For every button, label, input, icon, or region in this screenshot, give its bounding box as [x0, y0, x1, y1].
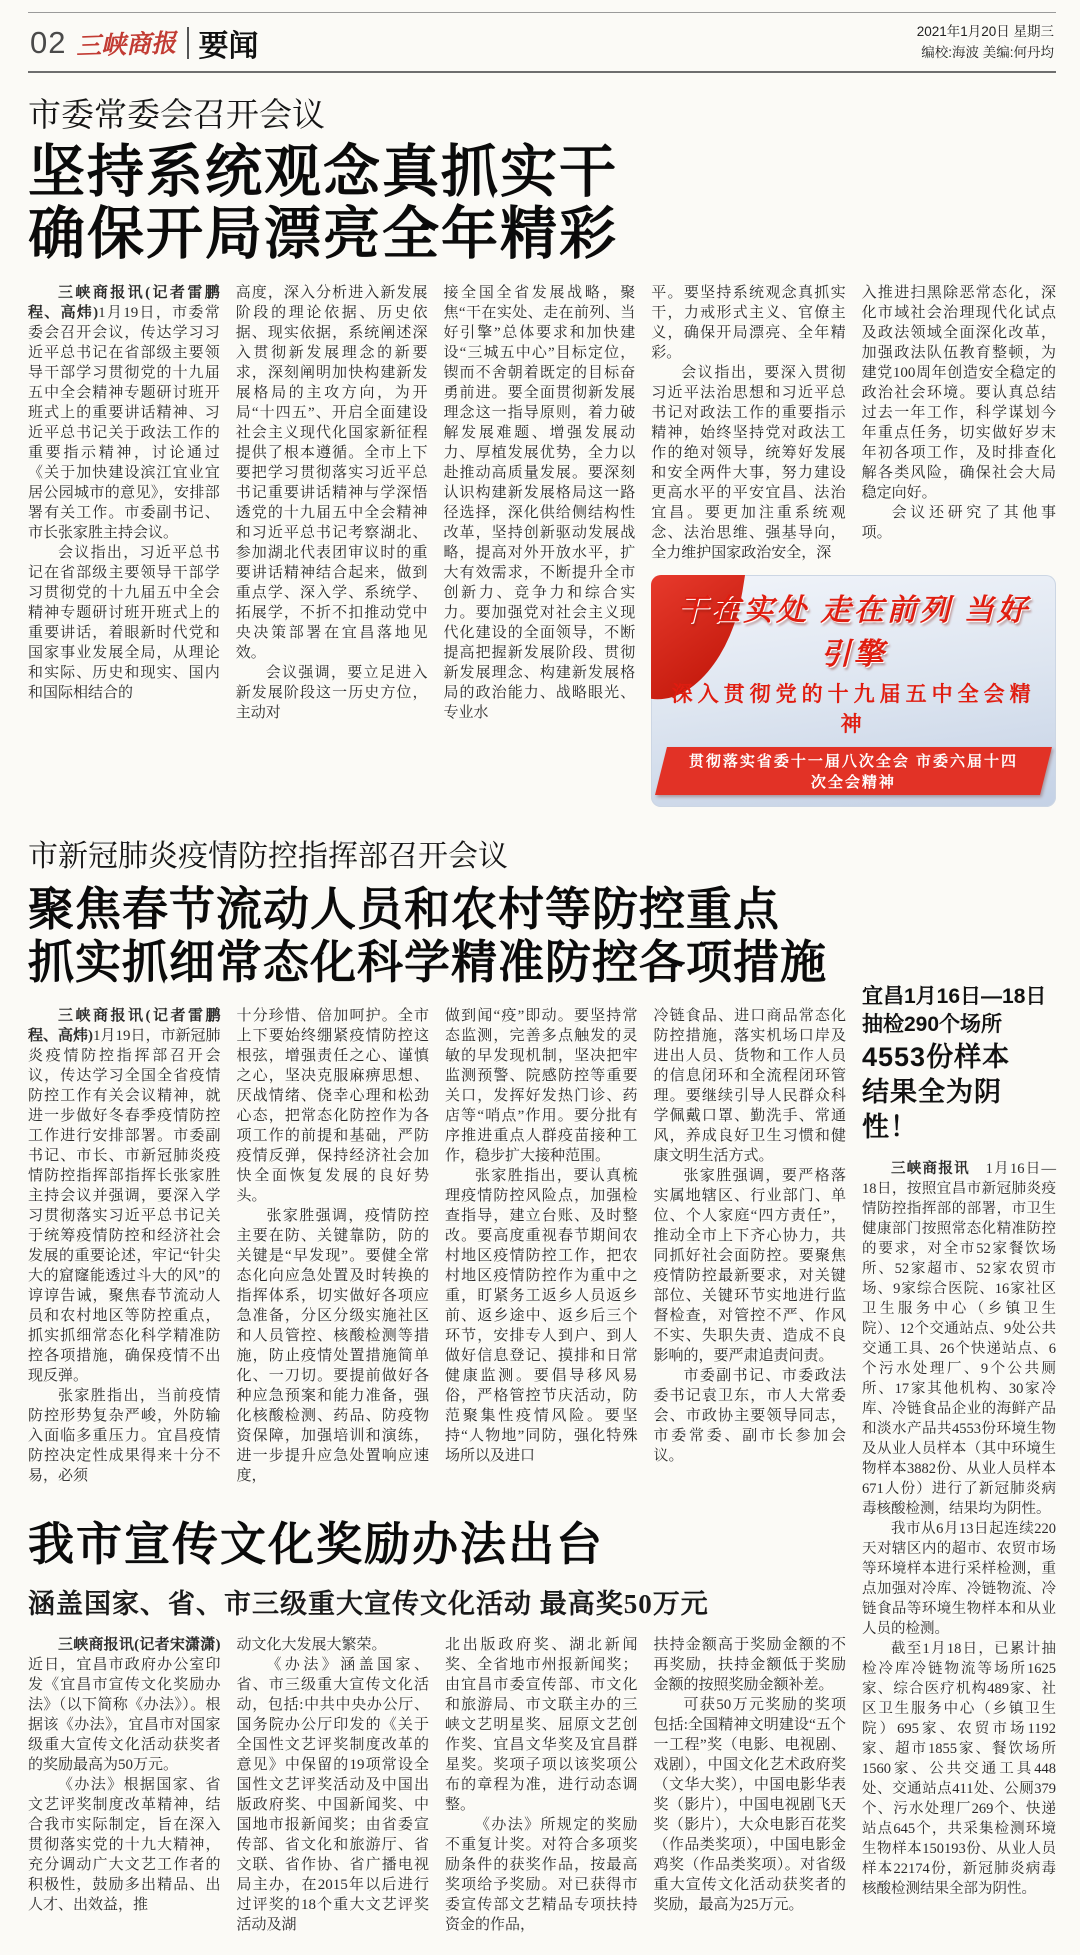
article-2-kicker: 市新冠肺炎疫情防控指挥部召开会议: [28, 840, 508, 874]
headline-line-1: 坚持系统观念真抓实干: [28, 140, 618, 204]
article-2-headline: [28, 883, 846, 990]
paragraph: 三峡商报讯 1月16日—18日，按照宜昌市新冠肺炎疫情防控指挥部的部署，市卫生健康部门按照常态化精准防控的要求，对全市52家餐饮场所、52家超市、52家农贸市场、9家综合医院、16家社区卫生服务中心（乡镇卫生院）、12个交通站点、9处公共交通工具、26个快递站点、6个污水处理厂、9个公共厕所、17家其他机构、30家冷库、冷链食品企业的海鲜产品和淡水产品共4553份环境生物及从业人员样本（其中环境生物样本3882份、从业人员样本671人份）进行了新冠肺炎病毒核酸检测，结果均为阴性。: [862, 1161, 1056, 1518]
paragraph: 市委副书记、市委政法委书记袁卫东，市人大常委会、市政协主要领导同志，市委常委、副市长参加会议。: [653, 1367, 846, 1464]
text-column: [28, 1006, 221, 1486]
top-rule: [28, 12, 1056, 13]
text-column: [654, 1635, 847, 1935]
paragraph: 会议指出，习近平总书记在省部级主要领导干部学习贯彻党的十九届五中全会精神专题研讨班开班式上的重要讲话，着眼新时代党和国家事业发展全局，从理论和实际、历史和现实、国内和国际相结合的: [28, 545, 220, 702]
test-results-sidebar: [862, 983, 1056, 1935]
paragraph: 可获50万元奖励的奖项包括:全国精神文明建设“五个一工程”奖（电影、电视剧、戏剧），中国文化艺术政府奖（文华大奖），中国电影华表奖（影片），中国电视剧飞天奖（影片），大众电影百花奖（作品类奖项），中国电影金鸡奖（作品类奖项）。对省级重大宣传文化活动获奖者的奖励，最高为25万元。: [653, 1696, 846, 1913]
paragraph: 张家胜强调，要严格落实属地辖区、行业部门、单位、个人家庭“四方责任”，推动全市上下齐心协力，共同抓好社会面防控。要聚焦疫情防控最新要求，对关键部位、关键环节实地进行监督检查，对管控不严、作风不实、失职失责、造成不良影响的，要严肃追责问责。: [653, 1167, 846, 1364]
banner-slogan-line-2: 深入贯彻党的十九届五中全会精神: [671, 683, 1036, 737]
article-2-columns: [28, 1006, 846, 1486]
text-column: [443, 283, 635, 807]
banner-slogan-strip: [655, 747, 1052, 795]
byline-lead: 三峡商报讯(记者雷鹏程、高炜): [28, 1007, 221, 1044]
paragraph: 会议指出，要深入贯彻习近平法治思想和习近平总书记对政法工作的重要指示精神，始终坚持党对政法工作的绝对领导，统筹好发展和安全两件大事，努力建设更高水平的平安宜昌、法治宜昌。要更加注重系统观念、法治思维、强基导向，全力维护国家政治安全，深: [651, 365, 846, 562]
paragraph: 动文化大发展大繁荣。: [236, 1636, 387, 1653]
paragraph: 三峡商报讯(记者雷鹏程、高炜)1月19日，市委常委会召开会议，传达学习习近平总书记在省部级主要领导干部学习贯彻党的十九届五中全会精神专题研讨班开班式上的重要讲话精神、习近平总书记关于政法工作的重要指示精神，讨论通过《关于加快建设滨江宜业宜居公园城市的意见》，安排部署有关工作。市委副书记、市长张家胜主持会议。: [28, 285, 220, 542]
paragraph: 我市从6月13日起连续220天对辖区内的超市、农贸市场等环境样本进行采样检测，重点加强对冷库、冷链物流、冷链食品等环境生物样本和从业人员的检测。: [862, 1521, 1056, 1638]
text-column: [445, 1006, 638, 1486]
text-column: [237, 1635, 430, 1935]
byline-lead: 三峡商报讯(记者雷鹏程、高炜): [28, 285, 220, 322]
sidebar-title-line-4: 结果全为阴性！: [862, 1076, 1002, 1142]
brand-logo: 三峡商报: [76, 30, 178, 61]
article-1: [28, 89, 1056, 807]
headline-line-1: 聚焦春节流动人员和农村等防控重点: [28, 883, 780, 936]
paragraph: 《办法》涵盖国家、省、市三级重大宣传文化活动，包括:中共中央办公厅、国务院办公厅印发的《关于全国性文艺评奖制度改革的意见》中保留的19项常设全国性文艺评奖活动及中国出版政府奖、中国新闻奖、中国地市报新闻奖；由省委宣传部、省文化和旅游厅、省文联、省作协、省广播电视局主办，在2015年以后进行过评奖的18个重大文艺评奖活动及湖: [236, 1656, 429, 1933]
header-rule: [28, 71, 1056, 73]
text-column: [236, 283, 428, 807]
paragraph: 高度，深入分析进入新发展阶段的理论依据、历史依据、现实依据，系统阐述深入贯彻新发展理念的新要求，深刻阐明加快构建新发展格局的主攻方向，为开局“十四五”、开启全面建设社会主义现代化国家新征程提供了根本遵循。全市上下要把学习贯彻落实习近平总书记重要讲话精神与学深悟透党的十九届五中全会精神和习近平总书记考察湖北、参加湖北代表团审议时的重要讲话精神结合起来，做到重点学、深入学、系统学、拓展学，不折不扣推动党中央决策部署在宜昌落地见效。: [235, 285, 428, 662]
page-number: 02: [30, 25, 67, 60]
banner-slogan-line-3: 贯彻落实省委十一届八次全会 市委六届十四次全会精神: [689, 753, 1019, 792]
paragraph: 《办法》所规定的奖励不重复计奖。对符合多项奖励条件的获奖作品，按最高奖项给予奖励。对已获得市委宣传部文艺精品专项扶持资金的作品，: [445, 1816, 638, 1933]
article-2: [28, 831, 846, 1486]
text-column: [28, 283, 220, 807]
issue-info: [917, 22, 1054, 64]
paragraph: 张家胜指出，要认真梳理疫情防控风险点，加强检查指导，建立台账、及时整改。要高度重视春节期间农村地区疫情防控工作，把农村地区疫情防控作为重中之重，盯紧务工返乡人员返乡前、返乡途中、返乡后三个环节，安排专人到户、到人做好信息登记、摸排和日常健康监测。要倡导移风易俗，严格管控节庆活动，防范聚集性疫情风险。要坚持“人物地”同防，强化特殊场所以及进口: [445, 1167, 638, 1464]
article-1-columns-left: [28, 283, 635, 807]
paragraph: 入推进扫黑除恶常态化，深化市域社会治理现代化试点及政法领域全面深化改革，加强政法队伍教育整顿，为建党100周年创造安全稳定的政治社会环境。要认真总结过去一年工作，科学谋划今年重点任务，切实做好岁末年初各项工作，及时排查化解各类风险，确保社会大局稳定向好。: [861, 285, 1057, 502]
headline-line-2: 抓实抓细常态化科学精准防控各项措施: [28, 936, 827, 989]
sidebar-title-line-3: 4553份样本: [862, 1041, 1011, 1072]
divider-bar: [187, 27, 189, 59]
paragraph: 会议还研究了其他事项。: [861, 505, 1057, 542]
paragraph: 十分珍惜、倍加呵护。全市上下要始终绷紧疫情防控这根弦，增强责任之心、谨慎之心，坚决克服麻痹思想、厌战情绪、侥幸心理和松劲心态，把常态化防控作为各项工作的前提和基础，严防疫情反弹，保持经济社会加快全面恢复发展的良好势头。: [236, 1007, 429, 1204]
sidebar-title-line-1: 宜昌1月16日—18日: [862, 985, 1047, 1009]
issue-date: 2021年1月20日 星期三: [916, 24, 1054, 40]
article-3-columns: [28, 1635, 846, 1935]
paragraph: 三峡商报讯(记者宋潇潇)近日，宜昌市政府办公室印发《宜昌市宣传文化奖励办法》（以下简称《办法》）。根据该《办法》，宜昌市对国家级重大宣传文化活动获奖者的奖励最高为50万元。: [28, 1636, 221, 1773]
paragraph: 冷链食品、进口商品常态化防控措施，落实机场口岸及进出人员、货物和工作人员的信息闭环和全流程闭环管理。要继续引导人民群众科学佩戴口罩、勤洗手、常通风，养成良好卫生习惯和健康文明生活方式。: [653, 1007, 846, 1164]
section-title: 要闻: [198, 30, 259, 63]
banner-content: [661, 585, 1046, 795]
text-column: [654, 1006, 847, 1486]
article-1-columns-right-wrap: [651, 283, 1056, 807]
article-1-kicker: 市委常委会召开会议: [28, 96, 325, 133]
paragraph: 北出版政府奖、湖北新闻奖、全省地市州报新闻奖；由宜昌市委宣传部、市文化和旅游局、市文联主办的三峡文艺明星奖、屈原文艺创作奖、宜昌文华奖及宜昌群星奖。奖项子项以该奖项公布的章程为准，进行动态调整。: [445, 1636, 638, 1813]
article-1-body: [28, 283, 1056, 807]
paragraph: 张家胜指出，当前疫情防控形势复杂严峻，外防输入面临多重压力。宜昌疫情防控决定性成果得来十分不易，必须: [28, 1387, 221, 1484]
paragraph: 平。要坚持系统观念真抓实干，力戒形式主义、官僚主义，确保开局漂亮、全年精彩。: [651, 285, 846, 362]
slogan-banner: [651, 575, 1056, 807]
text-column: [862, 283, 1056, 563]
byline-lead: 三峡商报讯(记者宋潇潇): [58, 1636, 221, 1653]
paragraph: 做到闻“疫”即动。要坚持常态监测，完善多点触发的灵敏的早发现机制，坚决把牢监测预警、院感防控等重要关口，发挥好发热门诊、药店等“哨点”作用。要分批有序推进重点人群疫苗接种工作，稳步扩大接种范围。: [445, 1007, 638, 1164]
editors-line: 编校:海波 美编:何丹均: [921, 45, 1054, 60]
paragraph: 《办法》根据国家、省文艺评奖制度改革精神，结合我市实际制定，旨在深入贯彻落实党的十九大精神，充分调动广大文艺工作者的积极性，鼓励多出精品、出人才、出效益，推: [28, 1776, 221, 1913]
byline-lead: 三峡商报讯: [891, 1161, 970, 1178]
paragraph: 扶持金额高于奖励金额的不再奖励，扶持金额低于奖励金额的按照奖励金额补差。: [653, 1636, 846, 1693]
text-column: [445, 1635, 638, 1935]
article-3: [28, 1508, 846, 1935]
text-column: [237, 1006, 430, 1486]
banner-slogan-line-1: 干在实处 走在前列 当好引擎: [677, 594, 1030, 672]
paragraph: 三峡商报讯(记者雷鹏程、高炜)1月19日，市新冠肺炎疫情防控指挥部召开会议，传达学习全国全省疫情防控工作有关会议精神，就进一步做好冬春季疫情防控工作进行安排部署。市委副书记、市长、市新冠肺炎疫情防控指挥部指挥长张家胜主持会议并强调，要深入学习贯彻落实习近平总书记关于统筹疫情防控和经济社会发展的重要论述，牢记“针尖大的窟窿能透过斗大的风”的谆谆告诫，聚焦春节流动人员和农村地区等防控重点，抓实抓细常态化科学精准防控各项措施，确保疫情不出现反弹。: [28, 1007, 221, 1384]
paragraph: 截至1月18日，已累计抽检冷库冷链物流等场所1625家、综合医疗机构489家、社区卫生服务中心（乡镇卫生院）695家、农贸市场1192家、超市1855家、餐饮场所1560家、公共交通工具448处、交通站点411处、公厕379个、污水处理厂269个、快递站点645个，共采集检测环境生物样本150193份、从业人员样本22174份，新冠肺炎病毒核酸检测结果全部为阴性。: [862, 1641, 1056, 1898]
masthead: [30, 21, 259, 65]
text-column: [28, 1635, 221, 1935]
sidebar-title-line-2: 抽检290个场所: [862, 1013, 1003, 1037]
paragraph: 会议强调，要立足进入新发展阶段这一历史方位，主动对: [235, 665, 428, 722]
lower-band-left: [28, 831, 846, 1935]
text-column: [651, 283, 845, 563]
article-3-headline: 我市宣传文化奖励办法出台: [28, 1517, 604, 1570]
article-1-headline: [28, 142, 1056, 265]
article-1-columns-right: [651, 283, 1056, 563]
page-header: [28, 17, 1056, 71]
article-3-subtitle: 涵盖国家、省、市三级重大宣传文化活动 最高奖50万元: [28, 1588, 709, 1619]
paragraph: 张家胜强调，疫情防控主要在防、关键靠防，防的关键是“早发现”。要健全常态化向应急处置及时转换的指挥体系，切实做好各项应急准备，分区分级实施社区和人员管控、核酸检测等措施，防止疫情处置措施简单化、一刀切。要提前做好各种应急预案和能力准备，强化核酸检测、药品、防疫物资保障，加强培训和演练，进一步提升应急处置响应速度，: [236, 1207, 429, 1484]
paragraph: 接全国全省发展战略，聚焦“干在实处、走在前列、当好引擎”总体要求和加快建设“三城五中心”目标定位，锲而不舍朝着既定的目标奋勇前进。要全面贯彻新发展理念这一指导原则，着力破解发展难题、增强发展动力、厚植发展优势，全力以赴推动高质量发展。要深刻认识构建新发展格局这一路径选择，深化供给侧结构性改革，坚持创新驱动发展战略，提高对外开放水平，扩大有效需求，不断提升全市创新力、竞争力和综合实力。要加强党对社会主义现代化建设的全面领导，不断提高把握新发展阶段、贯彻新发展理念、构建新发展格局的政治能力、战略眼光、专业水: [443, 285, 636, 722]
sidebar-body: [862, 1159, 1056, 1899]
lower-band: [28, 831, 1056, 1935]
headline-line-2: 确保开局漂亮全年精彩: [28, 201, 618, 266]
